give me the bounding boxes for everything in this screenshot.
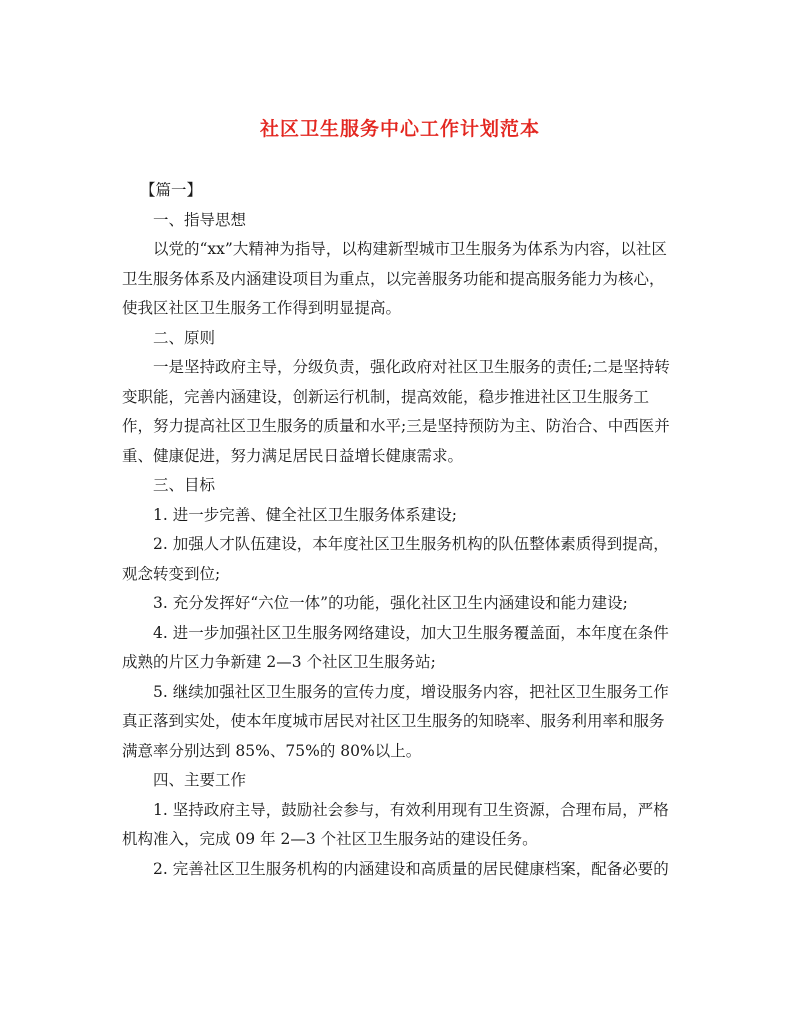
paragraph-guiding-ideology: 以党的“xx”大精神为指导，以构建新型城市卫生服务为体系为内容，以社区卫生服务体系及内涵建设项目为重点，以完善服务功能和提高服务能力为核心，使我区社区卫生服务工作得到明显提高。 bbox=[122, 240, 667, 317]
heading-goals: 三、目标 bbox=[153, 476, 216, 494]
section-tag: 【篇一】 bbox=[140, 181, 203, 199]
heading-main-work: 四、主要工作 bbox=[153, 771, 247, 789]
goal-item-4: 4. 进一步加强社区卫生服务网络建设，加大卫生服务覆盖面，本年度在条件成熟的片区力争新建 2—3 个社区卫生服务站; bbox=[122, 623, 669, 671]
document-title: 社区卫生服务中心工作计划范本 bbox=[259, 118, 540, 140]
goal-item-1: 1. 进一步完善、健全社区卫生服务体系建设; bbox=[153, 505, 457, 524]
goal-item-3: 3. 充分发挥好“六位一体”的功能，强化社区卫生内涵建设和能力建设; bbox=[153, 594, 628, 612]
paragraph-principles: 一是坚持政府主导，分级负责，强化政府对社区卫生服务的责任;二是坚持转变职能，完善内涵建设，创新运行机制，提高效能，稳步推进社区卫生服务工作，努力提高社区卫生服务的质量和水平;三是坚持预防为主、防治合、中西医并重、健康促进，努力满足居民日益增长健康需求。 bbox=[122, 358, 670, 465]
goal-item-5: 5. 继续加强社区卫生服务的宣传力度，增设服务内容，把社区卫生服务工作真正落到实处，使本年度城市居民对社区卫生服务的知晓率、服务利用率和服务满意率分别达到 85%、75%的 80%以上。 bbox=[122, 682, 669, 760]
document-body bbox=[122, 176, 678, 884]
heading-guiding-ideology: 一、指导思想 bbox=[153, 210, 247, 229]
work-item-1: 1. 坚持政府主导，鼓励社会参与，有效利用现有卫生资源，合理布局，严格机构准入，完成 09 年 2—3 个社区卫生服务站的建设任务。 bbox=[122, 800, 669, 848]
goal-item-2: 2. 加强人才队伍建设，本年度社区卫生服务机构的队伍整体素质得到提高，观念转变到位; bbox=[122, 535, 669, 583]
work-item-2: 2. 完善社区卫生服务机构的内涵建设和高质量的居民健康档案，配备必要的 bbox=[153, 859, 669, 878]
heading-principles: 二、原则 bbox=[153, 328, 216, 347]
